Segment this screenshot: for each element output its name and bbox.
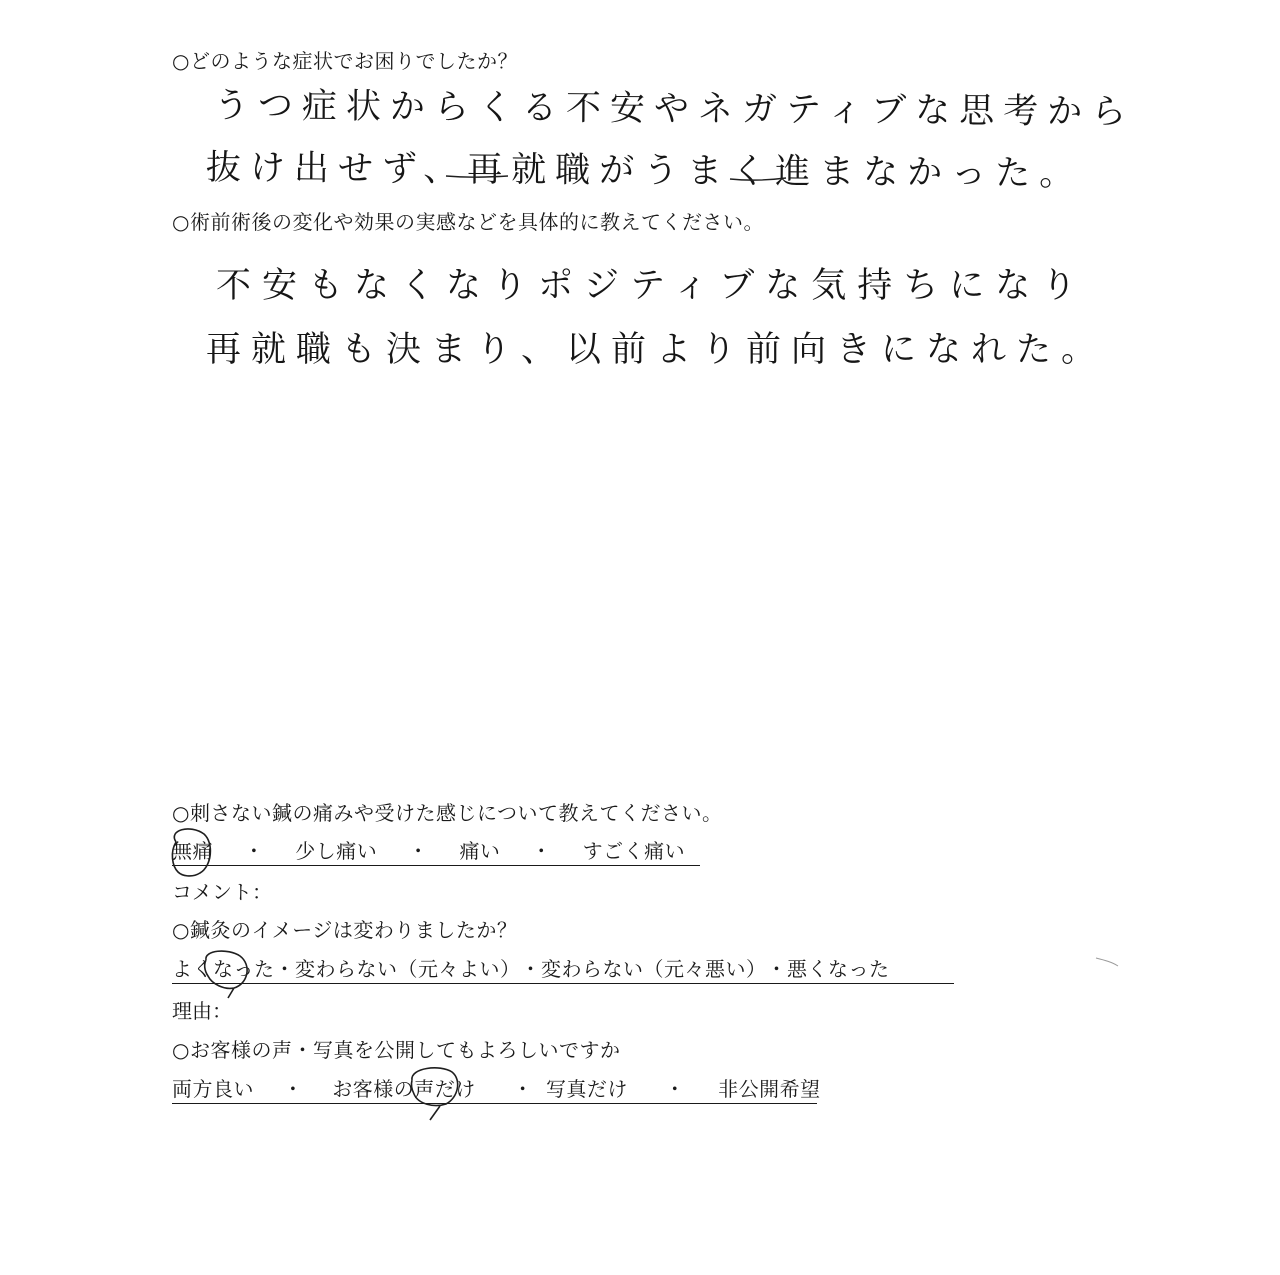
question-publish: ○お客様の声・写真を公開してもよろしいですか [172, 1038, 621, 1062]
pain-separator: ・ [408, 839, 429, 863]
answer-symptoms-line-2: 抜け出せず、再就職がうまく進まなかった。 [205, 148, 1084, 195]
publish-option-photo-only[interactable]: 写真だけ [545, 1077, 628, 1101]
answer-changes-line-1: 不安もなくなりポジティブな気持ちになり [216, 266, 1088, 306]
pain-option-painful[interactable]: 痛い [459, 839, 501, 863]
question-symptoms: ○どのような症状でお困りでしたか？ [172, 49, 518, 73]
publish-option-both[interactable]: 両方良い [172, 1077, 254, 1101]
image-separator: ・ [274, 957, 295, 981]
question-image: ○鍼灸のイメージは変わりましたか？ [172, 918, 518, 942]
image-option-better[interactable]: よくなった [172, 957, 275, 981]
image-option-unchanged-good[interactable]: 変わらない（元々よい） [295, 957, 521, 981]
publish-option-voice-only[interactable]: お客様の声だけ [332, 1077, 476, 1101]
reason-label: 理由： [172, 999, 232, 1023]
comment-label: コメント： [172, 880, 272, 904]
pain-separator: ・ [243, 839, 265, 863]
pain-options [172, 838, 700, 866]
answer-symptoms-line-1: うつ症状からくる不安やネガティブな思考から [213, 86, 1136, 133]
stray-mark [1096, 958, 1118, 966]
image-option-worse[interactable]: 悪くなった [787, 957, 890, 981]
image-option-unchanged-bad[interactable]: 変わらない（元々悪い） [541, 957, 767, 981]
answer-changes-line-2: 再就職も決まり、以前より前向きになれた。 [206, 330, 1107, 370]
publish-options [172, 1076, 821, 1104]
publish-option-private[interactable]: 非公開希望 [718, 1077, 821, 1101]
publish-separator: ・ [512, 1077, 534, 1101]
publish-separator: ・ [664, 1077, 686, 1101]
publish-separator: ・ [282, 1077, 304, 1101]
question-pain: ○刺さない鍼の痛みや受けた感じについて教えてください。 [172, 801, 723, 825]
image-separator: ・ [520, 957, 541, 981]
question-changes: ○術前術後の変化や効果の実感などを具体的に教えてください。 [172, 210, 764, 234]
pain-option-slight[interactable]: 少し痛い [295, 839, 378, 863]
image-separator: ・ [766, 957, 787, 981]
pain-separator: ・ [531, 839, 552, 863]
pain-option-very-painful[interactable]: すごく痛い [582, 839, 686, 863]
image-options [172, 956, 954, 984]
pain-option-none[interactable]: 無痛 [172, 839, 213, 863]
